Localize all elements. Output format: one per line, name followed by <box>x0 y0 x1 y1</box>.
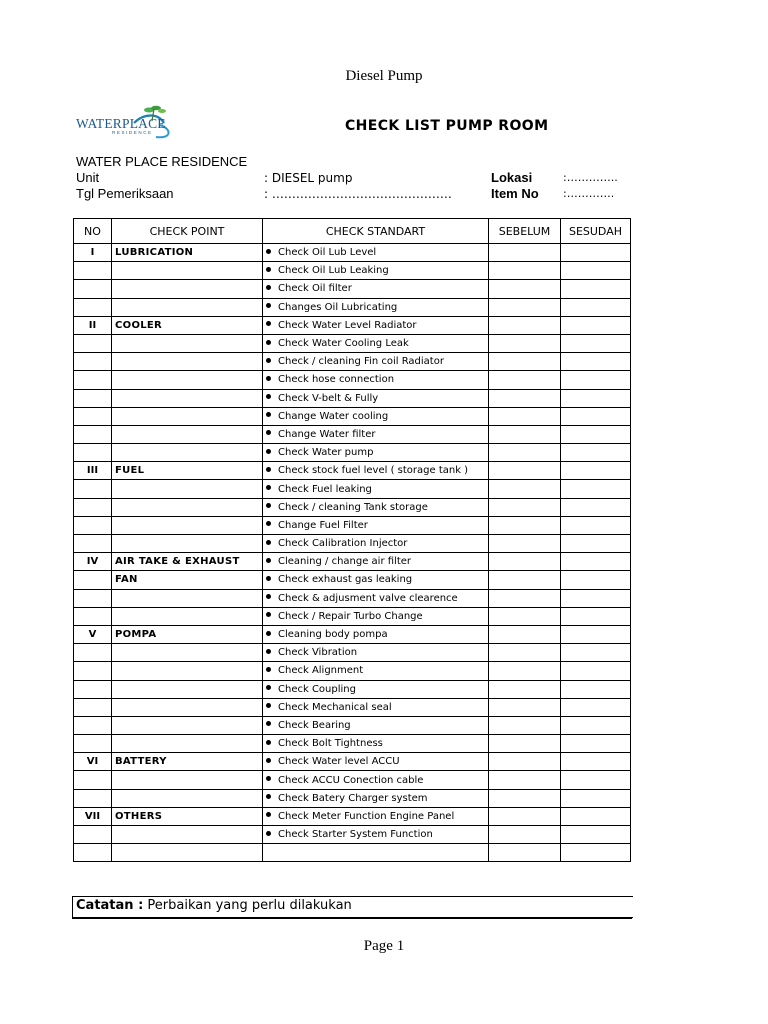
lokasi-label: Lokasi <box>491 170 533 185</box>
row-number <box>74 389 112 407</box>
table-row <box>74 735 631 753</box>
sebelum-cell[interactable] <box>489 625 561 643</box>
check-standart-cell <box>263 698 489 716</box>
table-row <box>74 462 631 480</box>
sesudah-cell[interactable] <box>561 662 631 680</box>
table-row <box>74 244 631 262</box>
row-number <box>74 771 112 789</box>
sebelum-cell[interactable] <box>489 498 561 516</box>
bullet-icon <box>266 267 271 272</box>
row-number <box>74 607 112 625</box>
bullet-icon <box>266 321 271 326</box>
sesudah-cell[interactable] <box>561 516 631 534</box>
check-standart-text: Check Fuel leaking <box>278 483 372 495</box>
sesudah-cell[interactable] <box>561 826 631 844</box>
check-standart-cell <box>263 316 489 334</box>
check-standart-text: Check Calibration Injector <box>278 538 408 550</box>
organization-name: WATER PLACE RESIDENCE <box>76 154 248 169</box>
check-point-cell: FUEL <box>112 462 263 480</box>
notes-area[interactable] <box>76 898 352 913</box>
table-row <box>74 807 631 825</box>
row-number: I <box>74 244 112 262</box>
table-row <box>74 771 631 789</box>
row-number: VII <box>74 807 112 825</box>
check-standart-text: Check hose connection <box>278 374 395 386</box>
sesudah-cell[interactable] <box>561 771 631 789</box>
check-standart-text: Check V-belt & Fully <box>278 392 379 404</box>
table-row <box>74 262 631 280</box>
check-standart-cell <box>263 680 489 698</box>
header-no: NO <box>74 219 112 244</box>
check-standart-cell <box>263 371 489 389</box>
table-row <box>74 644 631 662</box>
table-row <box>74 353 631 371</box>
sebelum-cell[interactable] <box>489 844 561 862</box>
row-number <box>74 298 112 316</box>
check-standart-text: Check & adjusment valve clearence <box>278 592 458 604</box>
check-point-cell: OTHERS <box>112 807 263 825</box>
table-row <box>74 407 631 425</box>
sesudah-cell[interactable] <box>561 644 631 662</box>
sesudah-cell[interactable] <box>561 607 631 625</box>
bullet-icon <box>266 649 271 654</box>
check-point-cell <box>112 662 263 680</box>
sesudah-cell[interactable] <box>561 280 631 298</box>
sebelum-cell[interactable] <box>489 444 561 462</box>
check-standart-text: Cleaning / change air filter <box>278 556 412 568</box>
table-row <box>74 680 631 698</box>
bullet-icon <box>266 558 271 563</box>
check-point-cell: FAN <box>112 571 263 589</box>
check-standart-cell <box>263 407 489 425</box>
check-point-cell <box>112 716 263 734</box>
check-standart-text: Check Meter Function Engine Panel <box>278 810 455 822</box>
row-number <box>74 844 112 862</box>
check-standart-text: Check Bearing <box>278 719 351 731</box>
check-point-cell <box>112 444 263 462</box>
sesudah-cell[interactable] <box>561 535 631 553</box>
check-standart-text: Check / cleaning Tank storage <box>278 501 428 513</box>
check-standart-cell <box>263 298 489 316</box>
table-row <box>74 316 631 334</box>
check-standart-text: Check Water Cooling Leak <box>278 338 409 350</box>
table-row <box>74 444 631 462</box>
sesudah-cell[interactable] <box>561 425 631 443</box>
bullet-icon <box>266 394 271 399</box>
sebelum-cell[interactable] <box>489 244 561 262</box>
sebelum-cell[interactable] <box>489 680 561 698</box>
table-row <box>74 698 631 716</box>
sesudah-cell[interactable] <box>561 316 631 334</box>
table-row <box>74 371 631 389</box>
sesudah-cell[interactable] <box>561 407 631 425</box>
check-standart-cell <box>263 662 489 680</box>
table-row <box>74 498 631 516</box>
check-point-cell: POMPA <box>112 625 263 643</box>
check-point-cell <box>112 607 263 625</box>
check-standart-cell <box>263 607 489 625</box>
check-point-cell <box>112 280 263 298</box>
header-check-point: CHECK POINT <box>112 219 263 244</box>
bullet-icon <box>266 667 271 672</box>
sebelum-cell[interactable] <box>489 771 561 789</box>
sesudah-cell[interactable] <box>561 807 631 825</box>
check-point-cell: AIR TAKE & EXHAUST <box>112 553 263 571</box>
sebelum-cell[interactable] <box>489 698 561 716</box>
check-standart-cell <box>263 498 489 516</box>
check-standart-cell <box>263 535 489 553</box>
sebelum-cell[interactable] <box>489 753 561 771</box>
sebelum-cell[interactable] <box>489 644 561 662</box>
sebelum-cell[interactable] <box>489 571 561 589</box>
check-standart-text: Changes Oil Lubricating <box>278 301 398 313</box>
check-point-cell <box>112 771 263 789</box>
sesudah-cell[interactable] <box>561 553 631 571</box>
check-standart-cell <box>263 462 489 480</box>
bullet-icon <box>266 303 271 308</box>
sebelum-cell[interactable] <box>489 353 561 371</box>
check-point-cell <box>112 498 263 516</box>
table-row <box>74 535 631 553</box>
check-standart-text: Check ACCU Conection cable <box>278 774 424 786</box>
notes-text: Perbaikan yang perlu dilakukan <box>143 898 352 913</box>
bullet-icon <box>266 612 271 617</box>
check-standart-text: Check Bolt Tightness <box>278 738 383 750</box>
sebelum-cell[interactable] <box>489 316 561 334</box>
item-no-value: :…………. <box>563 187 615 200</box>
check-standart-cell <box>263 244 489 262</box>
check-standart-text: Check Vibration <box>278 647 358 659</box>
check-standart-cell <box>263 789 489 807</box>
bullet-icon <box>266 685 271 690</box>
sebelum-cell[interactable] <box>489 589 561 607</box>
check-standart-cell <box>263 625 489 643</box>
table-row <box>74 334 631 352</box>
logo-text: WATERPLACE <box>76 116 166 131</box>
bullet-icon <box>266 249 271 254</box>
row-number <box>74 262 112 280</box>
sesudah-cell[interactable] <box>561 389 631 407</box>
sesudah-cell[interactable] <box>561 371 631 389</box>
check-standart-cell <box>263 334 489 352</box>
check-standart-text: Cleaning body pompa <box>278 629 388 641</box>
bullet-icon <box>266 430 271 435</box>
sesudah-cell[interactable] <box>561 789 631 807</box>
check-standart-cell <box>263 735 489 753</box>
row-number <box>74 334 112 352</box>
logo-subtext: RESIDENCE <box>112 130 153 135</box>
check-standart-text: Change Water cooling <box>278 410 389 422</box>
check-point-cell <box>112 389 263 407</box>
check-standart-cell <box>263 444 489 462</box>
sebelum-cell[interactable] <box>489 607 561 625</box>
check-point-cell <box>112 698 263 716</box>
check-point-cell <box>112 844 263 862</box>
table-row <box>74 625 631 643</box>
check-standart-cell <box>263 480 489 498</box>
check-standart-cell <box>263 571 489 589</box>
table-header-row <box>74 219 631 244</box>
check-standart-text: Check exhaust gas leaking <box>278 574 413 586</box>
date-value: : ……………………………………… <box>264 187 452 201</box>
check-point-cell <box>112 407 263 425</box>
sebelum-cell[interactable] <box>489 462 561 480</box>
check-point-cell <box>112 353 263 371</box>
waterplace-logo <box>72 103 182 141</box>
bullet-icon <box>266 449 271 454</box>
check-standart-cell <box>263 844 489 862</box>
table-row <box>74 716 631 734</box>
row-number <box>74 480 112 498</box>
sebelum-cell[interactable] <box>489 480 561 498</box>
check-standart-text: Check stock fuel level ( storage tank ) <box>278 465 469 477</box>
table-row <box>74 425 631 443</box>
sesudah-cell[interactable] <box>561 716 631 734</box>
date-label: Tgl Pemeriksaan <box>76 186 174 201</box>
bullet-icon <box>266 794 271 799</box>
sesudah-cell[interactable] <box>561 498 631 516</box>
table-row <box>74 298 631 316</box>
header-sebelum: SEBELUM <box>489 219 561 244</box>
sebelum-cell[interactable] <box>489 262 561 280</box>
unit-label: Unit <box>76 170 100 185</box>
table-row <box>74 789 631 807</box>
row-number: III <box>74 462 112 480</box>
sesudah-cell[interactable] <box>561 680 631 698</box>
sebelum-cell[interactable] <box>489 425 561 443</box>
row-number: VI <box>74 753 112 771</box>
check-standart-text: Check Batery Charger system <box>278 792 428 804</box>
check-point-cell <box>112 789 263 807</box>
check-standart-cell <box>263 553 489 571</box>
check-standart-cell <box>263 807 489 825</box>
check-point-cell <box>112 298 263 316</box>
row-number <box>74 698 112 716</box>
check-standart-text: Check Oil filter <box>278 283 352 295</box>
check-standart-cell <box>263 753 489 771</box>
check-point-cell <box>112 589 263 607</box>
check-point-cell: COOLER <box>112 316 263 334</box>
row-number <box>74 680 112 698</box>
table-row <box>74 753 631 771</box>
sesudah-cell[interactable] <box>561 753 631 771</box>
notes-label: Catatan : <box>76 898 144 913</box>
check-standart-cell <box>263 262 489 280</box>
row-number: IV <box>74 553 112 571</box>
bullet-icon <box>266 831 271 836</box>
check-standart-text: Check Water level ACCU <box>278 756 400 768</box>
sesudah-cell[interactable] <box>561 589 631 607</box>
bullet-icon <box>266 503 271 508</box>
bullet-icon <box>266 758 271 763</box>
row-number <box>74 789 112 807</box>
sebelum-cell[interactable] <box>489 407 561 425</box>
row-number <box>74 353 112 371</box>
check-standart-text: Check / Repair Turbo Change <box>278 610 423 622</box>
sebelum-cell[interactable] <box>489 553 561 571</box>
bullet-icon <box>266 521 271 526</box>
sebelum-cell[interactable] <box>489 535 561 553</box>
table-row <box>74 571 631 589</box>
row-number <box>74 644 112 662</box>
sesudah-cell[interactable] <box>561 444 631 462</box>
sebelum-cell[interactable] <box>489 807 561 825</box>
table-row <box>74 662 631 680</box>
checklist-table <box>73 218 631 862</box>
bullet-icon <box>266 812 271 817</box>
table-row <box>74 844 631 862</box>
bullet-icon <box>266 285 271 290</box>
sebelum-cell[interactable] <box>489 371 561 389</box>
check-point-cell <box>112 262 263 280</box>
check-standart-text: Check Water pump <box>278 447 374 459</box>
check-point-cell <box>112 516 263 534</box>
bullet-icon <box>266 358 271 363</box>
row-number <box>74 735 112 753</box>
row-number <box>74 535 112 553</box>
check-standart-text: Change Water filter <box>278 428 376 440</box>
table-row <box>74 553 631 571</box>
sesudah-cell[interactable] <box>561 334 631 352</box>
table-row <box>74 589 631 607</box>
sesudah-cell[interactable] <box>561 244 631 262</box>
sesudah-cell[interactable] <box>561 480 631 498</box>
sebelum-cell[interactable] <box>489 389 561 407</box>
check-standart-text: Check Coupling <box>278 683 356 695</box>
table-row <box>74 280 631 298</box>
check-standart-cell <box>263 771 489 789</box>
sesudah-cell[interactable] <box>561 262 631 280</box>
row-number: II <box>74 316 112 334</box>
check-standart-cell <box>263 516 489 534</box>
table-row <box>74 516 631 534</box>
row-number <box>74 498 112 516</box>
bullet-icon <box>266 576 271 581</box>
check-point-cell <box>112 425 263 443</box>
bullet-icon <box>266 740 271 745</box>
row-number <box>74 589 112 607</box>
check-standart-cell <box>263 644 489 662</box>
page-header: Diesel Pump <box>345 68 423 84</box>
document-title: CHECK LIST PUMP ROOM <box>345 118 549 134</box>
header-check-standart: CHECK STANDART <box>263 219 489 244</box>
sebelum-cell[interactable] <box>489 334 561 352</box>
bullet-icon <box>266 467 271 472</box>
check-standart-text: Change Fuel Filter <box>278 519 368 531</box>
check-point-cell <box>112 680 263 698</box>
row-number <box>74 716 112 734</box>
check-standart-text: Check Mechanical seal <box>278 701 392 713</box>
sebelum-cell[interactable] <box>489 735 561 753</box>
bullet-icon <box>266 776 271 781</box>
table-row <box>74 480 631 498</box>
table-body <box>74 244 631 862</box>
notes-divider <box>72 918 632 919</box>
check-point-cell: LUBRICATION <box>112 244 263 262</box>
check-standart-cell <box>263 716 489 734</box>
check-standart-cell <box>263 353 489 371</box>
check-point-cell <box>112 826 263 844</box>
sebelum-cell[interactable] <box>489 298 561 316</box>
header-sesudah: SESUDAH <box>561 219 631 244</box>
sesudah-cell[interactable] <box>561 844 631 862</box>
lokasi-value: :………….. <box>563 171 618 184</box>
check-standart-cell <box>263 389 489 407</box>
row-number <box>74 444 112 462</box>
check-point-cell <box>112 535 263 553</box>
check-standart-text: Check Oil Lub Leaking <box>278 265 389 277</box>
sebelum-cell[interactable] <box>489 716 561 734</box>
row-number <box>74 826 112 844</box>
row-number <box>74 662 112 680</box>
row-number <box>74 407 112 425</box>
bullet-icon <box>266 376 271 381</box>
bullet-icon <box>266 721 271 726</box>
sebelum-cell[interactable] <box>489 662 561 680</box>
row-number <box>74 280 112 298</box>
page-footer: Page 1 <box>363 938 405 954</box>
check-standart-text: Check Water Level Radiator <box>278 319 417 331</box>
sebelum-cell[interactable] <box>489 826 561 844</box>
sesudah-cell[interactable] <box>561 698 631 716</box>
sebelum-cell[interactable] <box>489 789 561 807</box>
check-standart-text: Check Oil Lub Level <box>278 247 377 259</box>
row-number <box>74 371 112 389</box>
check-point-cell <box>112 644 263 662</box>
bullet-icon <box>266 412 271 417</box>
check-standart-text: Check Starter System Function <box>278 829 433 841</box>
check-point-cell <box>112 371 263 389</box>
check-standart-cell <box>263 425 489 443</box>
sesudah-cell[interactable] <box>561 571 631 589</box>
sebelum-cell[interactable] <box>489 516 561 534</box>
bullet-icon <box>266 340 271 345</box>
sesudah-cell[interactable] <box>561 298 631 316</box>
check-point-cell <box>112 480 263 498</box>
table-row <box>74 389 631 407</box>
bullet-icon <box>266 631 271 636</box>
check-standart-cell <box>263 589 489 607</box>
sesudah-cell[interactable] <box>561 735 631 753</box>
bullet-icon <box>266 540 271 545</box>
check-standart-cell <box>263 280 489 298</box>
row-number <box>74 571 112 589</box>
check-point-cell <box>112 334 263 352</box>
table-row <box>74 826 631 844</box>
sesudah-cell[interactable] <box>561 625 631 643</box>
bullet-icon <box>266 485 271 490</box>
table-row <box>74 607 631 625</box>
sesudah-cell[interactable] <box>561 462 631 480</box>
row-number: V <box>74 625 112 643</box>
bullet-icon <box>266 703 271 708</box>
check-standart-text: Check Alignment <box>278 665 364 677</box>
check-point-cell <box>112 735 263 753</box>
check-standart-text: Check / cleaning Fin coil Radiator <box>278 356 444 368</box>
sebelum-cell[interactable] <box>489 280 561 298</box>
check-standart-cell <box>263 826 489 844</box>
bullet-icon <box>266 594 271 599</box>
check-point-cell: BATTERY <box>112 753 263 771</box>
row-number <box>74 425 112 443</box>
row-number <box>74 516 112 534</box>
sesudah-cell[interactable] <box>561 353 631 371</box>
item-no-label: Item No <box>491 186 539 201</box>
unit-value: : DIESEL pump <box>264 171 353 185</box>
